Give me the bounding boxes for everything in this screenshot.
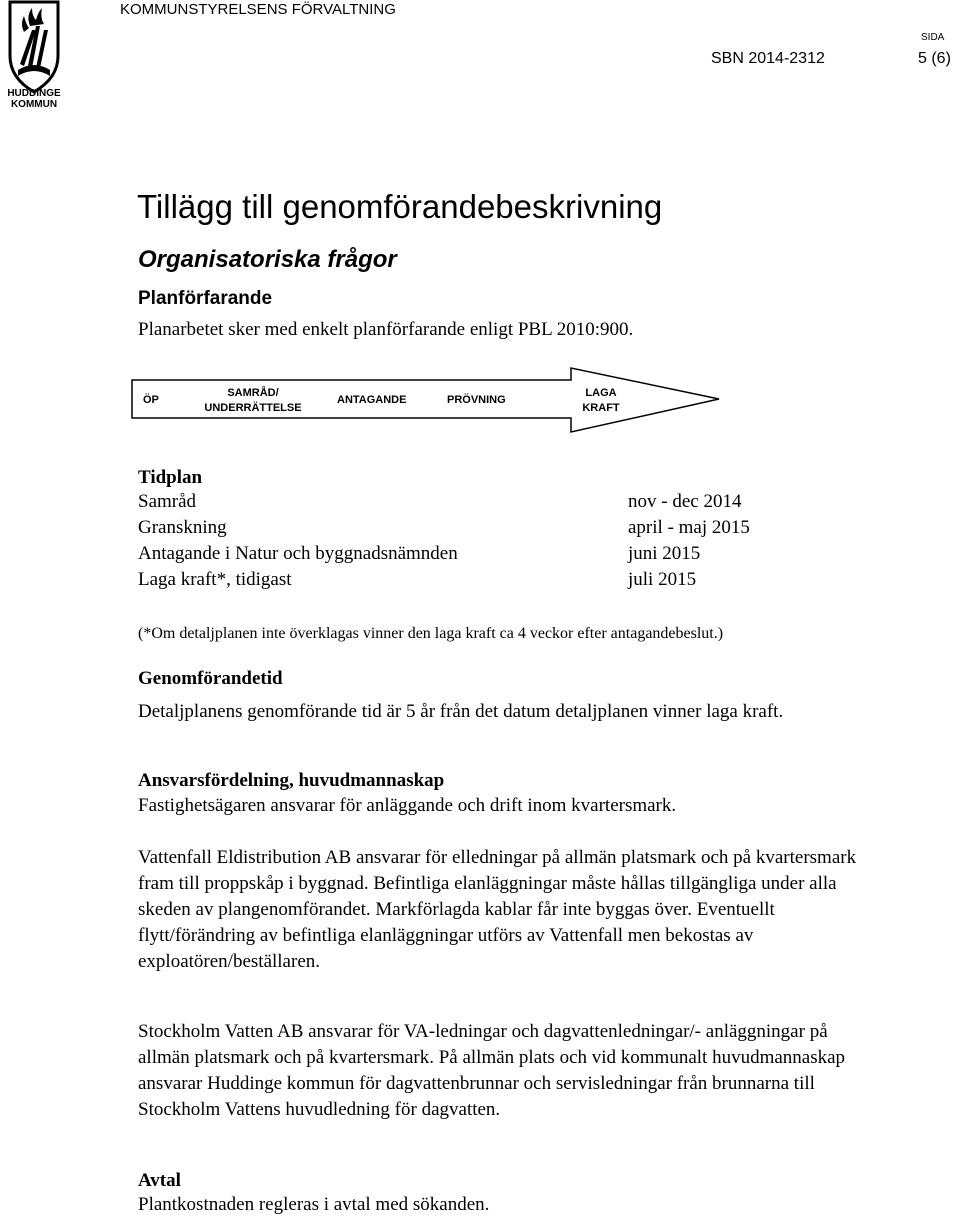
vattenfall-paragraph: Vattenfall Eldistribution AB ansvarar för elledningar på allmän platsmark och på kvartersmark fram till proppskåp i byggnad. Befintliga elanläggningar måste hållas tillgängliga under alla skeden av plangenomförandet. Markförlagda kablar får inte byggas över. Eventuellt flytt/förändring av befintliga elanläggningar utförs av Vattenfall men bekostas av exploatören/beställaren. [138, 847, 857, 972]
genomforandetid-heading: Genomförandetid [138, 668, 283, 689]
tidplan-row-value: april - maj 2015 [628, 517, 750, 538]
planforfarande-heading: Planförfarande [138, 288, 273, 309]
tidplan-row-label: Antagande i Natur och byggnadsnämnden [138, 543, 458, 564]
tidplan-row-label: Granskning [138, 517, 227, 538]
logo-text: HUDDINGE KOMMUN [7, 88, 61, 108]
avtal-text: Plantkostnaden regleras i avtal med sökanden. [138, 1194, 490, 1215]
tidplan-heading: Tidplan [138, 467, 203, 488]
process-step-op: ÖP [143, 394, 159, 406]
tidplan-row-label: Laga kraft*, tidigast [138, 569, 292, 590]
process-step-provning: PRÖVNING [447, 394, 506, 406]
process-step-samrad: SAMRÅD/ UNDERRÄTTELSE [204, 387, 302, 414]
process-diagram [131, 366, 723, 438]
tidplan-row-label: Samråd [138, 491, 197, 512]
page-number: 5 (6) [918, 50, 951, 67]
page-title: Tillägg till genomförandebeskrivning [137, 188, 663, 225]
genomforandetid-text: Detaljplanens genomförande tid är 5 år från det datum detaljplanen vinner laga kraft. [138, 701, 784, 722]
stockholm-vatten-paragraph: Stockholm Vatten AB ansvarar för VA-ledningar och dagvattenledningar/- anläggningar på allmän platsmark och på kvartersmark. På allmän plats och vid kommunalt huvudmannaskap ansvarar Huddinge kommun för dagvattenbrunnar och servisledningar från brunnarna till Stockholm Vattens huvudledning för dagvatten. [138, 1021, 846, 1120]
tidplan-row-value: juli 2015 [628, 569, 697, 590]
tidplan-row-value: nov - dec 2014 [628, 491, 742, 512]
page-label: SIDA [921, 32, 945, 43]
process-step-laga-kraft: LAGA KRAFT [582, 387, 620, 414]
avtal-heading: Avtal [138, 1170, 181, 1191]
section-subtitle: Organisatoriska frågor [138, 246, 397, 273]
ansvar-text: Fastighetsägaren ansvarar för anläggande och drift inom kvartersmark. [138, 795, 677, 816]
huddinge-kommun-logo [2, 0, 66, 108]
ansvar-heading: Ansvarsfördelning, huvudmannaskap [138, 770, 445, 791]
process-step-antagande: ANTAGANDE [337, 394, 407, 406]
tidplan-row-value: juni 2015 [628, 543, 701, 564]
tidplan-note: (*Om detaljplanen inte överklagas vinner den laga kraft ca 4 veckor efter antagandebeslut.) [138, 625, 724, 642]
document-number: SBN 2014-2312 [711, 50, 825, 67]
organization-name: KOMMUNSTYRELSENS FÖRVALTNING [120, 1, 396, 18]
planforfarande-text: Planarbetet sker med enkelt planförfarande enligt PBL 2010:900. [138, 319, 634, 340]
